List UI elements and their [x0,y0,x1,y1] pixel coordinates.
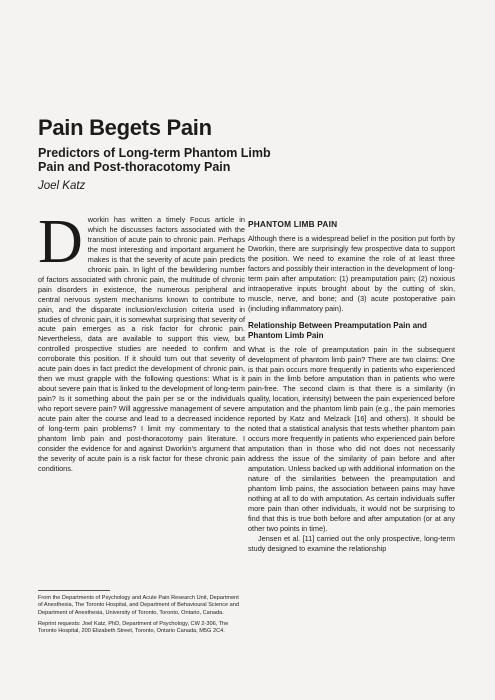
intro-paragraph [38,208,245,474]
footnote-divider [38,590,110,591]
intro-paragraph-text: workin has written a timely Focus article in which he discusses factors associated with the transition of acute pain to chronic pain. Perhaps the most interesting and important argument he makes is that the severity of acute pain predicts chronic pain. In light of the bewildering number of factors associated with chronic pain, the multitude of chronic pain disorders in existence, the numerous peripheral and central nervous system mechanisms known to contribute to pain, and the disparate inclusion/exclusion criteria used in studies of chronic pain, it is somewhat surprising that severity of acute pain emerges as a risk factor for chronic pain. Nevertheless, data are available to support this view, but controlled prospective studies are needed to confirm and corroborate this position. If it should turn out that severity of acute pain does in fact predict the development of chronic pain, then we must grapple with the following questions: What is it about severe pain that is linked to the development of long-term pain? Is it something about the pain per se or the individuals who report severe pain? Will aggressive management of severe acute pain alter the course and lead to a decreased incidence of long-term pain problems? I limit my commentary to the phantom limb pain and post-thoracotomy pain literature. I consider the evidence for and against Dworkin's argument that the severity of acute pain is a risk factor for these chronic pain conditions. [38,215,245,473]
subsection-paragraph: What is the role of preamputation pain in the subsequent development of phantom limb pain? There are two claims: One is that pain occurs more frequently in patients who experienced pain in the limb before amputation than in patients who were pain-free. The second claim is that there is a similarity (in quality, location, intensity) between the pain experienced before amputation and the phantom limb pain (e.g., the pain memories reported by Katz and Melzack [16] and others). It should be noted that a statistical analysis that tests whether phantom pain occurs more frequently in patients who experienced pain before amputation than in those who did not does not necessarily address the issue of the similarity of pain before and after amputation. Unless backed up with additional information on the nature of the similarities between the preamputation and phantom limb pains, the association between pains may have nothing at all to do with amputation. As certain individuals suffer more pain than other individuals, it would not be surprising to find that this is true both before and after amputation (or at any other two points in time). [248,344,455,533]
footnote-reprint: Reprint requests: Joel Katz, PhD, Department of Psychology, CW 2-306, The Toronto Hospital, 200 Elizabeth Street, Toronto, Ontario Canada, M5G 2C4. [38,620,229,635]
article-author: Joel Katz [38,180,86,192]
left-column [38,208,245,474]
section-heading: PHANTOM LIMB PAIN [248,219,338,229]
footnote-affiliation: From the Departments of Psychology and Acute Pain Research Unit, Department of Anesthesia, The Toronto Hospital, and Department of Behavioural Science and Department of Anesthesia, University of Toronto, Toronto, Ontario, Canada. [38,595,239,616]
drop-cap: D [38,208,83,276]
article-subtitle: Predictors of Long-term Phantom Limb Pain and Post-thoracotomy Pain [38,146,271,174]
section-paragraph: Although there is a widespread belief in the position put forth by Dworkin, there are surprisingly few prospective data to support the position. We need to examine the role of at least three factors and possibly their interaction in the development of long-term pain after amputation: (1) preamputation pain; (2) noxious intraoperative inputs brought about by the cutting of skin, muscle, nerve, and bone; and (3) acute postoperative pain (including inflammatory pain). [248,234,455,313]
subsection-heading: Relationship Between Preamputation Pain and Phantom Limb Pain [248,320,427,340]
footnotes [38,595,243,639]
final-paragraph: Jensen et al. [11] carried out the only prospective, long-term study designed to examine the relationship [248,533,455,553]
right-column [248,215,455,554]
article-title: Pain Begets Pain [38,115,212,140]
